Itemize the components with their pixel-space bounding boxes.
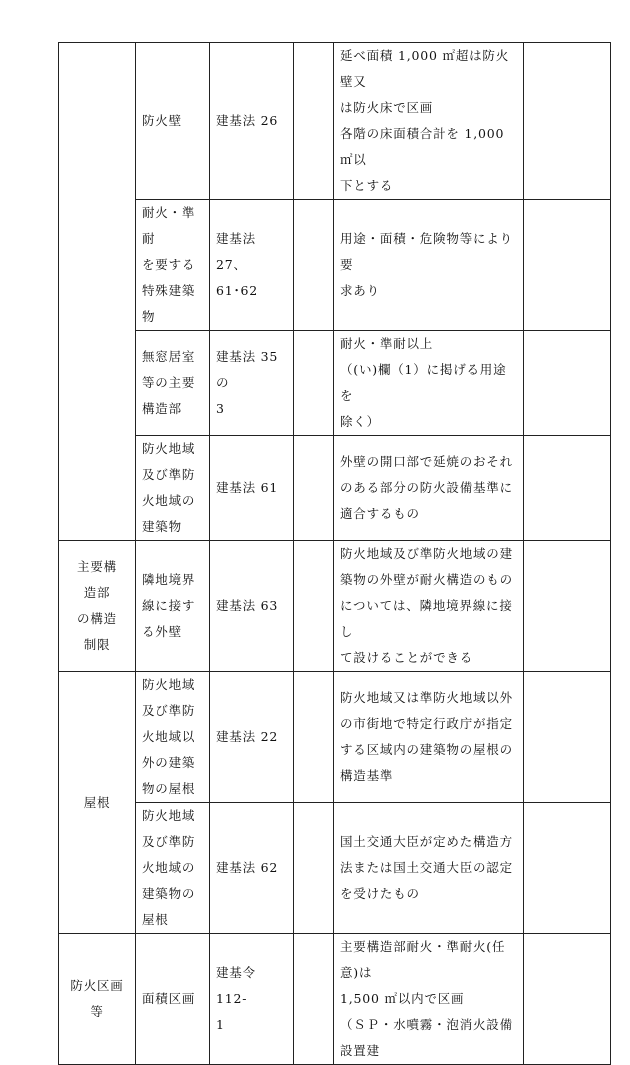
empty-cell: [294, 43, 334, 200]
note-cell: 用途・面積・危険物等により要 求あり: [334, 200, 524, 331]
empty-cell: [294, 331, 334, 436]
item-cell: 面積区画: [136, 934, 210, 1065]
remarks-cell: [524, 541, 611, 672]
note-cell: 主要構造部耐火・準耐火(任意)は 1,500 ㎡以内で区画 （ＳＰ・水噴霧・泡消火設備設置建: [334, 934, 524, 1065]
empty-cell: [294, 803, 334, 934]
table-row: [59, 43, 611, 200]
category-cell: 主要構 造部 の構造 制限: [59, 541, 136, 672]
category-cell: 防火区画 等: [59, 934, 136, 1065]
item-cell: 防火地域 及び準防 火地域の 建築物の 屋根: [136, 803, 210, 934]
empty-cell: [294, 436, 334, 541]
item-cell: 防火地域 及び準防 火地域の 建築物: [136, 436, 210, 541]
table-row: [59, 803, 611, 934]
note-cell: 防火地域及び準防火地域の建 築物の外壁が耐火構造のもの については、隣地境界線に接し て設けることができる: [334, 541, 524, 672]
law-cell: 建基法 27、 61･62: [210, 200, 294, 331]
table-row: [59, 331, 611, 436]
empty-cell: [294, 672, 334, 803]
note-cell: 防火地域又は準防火地域以外 の市街地で特定行政庁が指定 する区域内の建築物の屋根の 構造基準: [334, 672, 524, 803]
law-cell: 建基法 62: [210, 803, 294, 934]
category-cell-continued: [59, 43, 136, 541]
note-cell: 延べ面積 1,000 ㎡超は防火壁又 は防火床で区画 各階の床面積合計を 1,000 ㎡以 下とする: [334, 43, 524, 200]
note-cell: 耐火・準耐以上 （(い)欄（1）に掲げる用途を 除く）: [334, 331, 524, 436]
table-row: [59, 672, 611, 803]
table-row: [59, 541, 611, 672]
table-row: [59, 934, 611, 1065]
law-cell: 建基令 112- 1: [210, 934, 294, 1065]
remarks-cell: [524, 200, 611, 331]
note-cell: 国土交通大臣が定めた構造方 法または国土交通大臣の認定 を受けたもの: [334, 803, 524, 934]
empty-cell: [294, 541, 334, 672]
item-cell: 隣地境界 線に接す る外壁: [136, 541, 210, 672]
remarks-cell: [524, 672, 611, 803]
note-cell: 外壁の開口部で延焼のおそれ のある部分の防火設備基準に 適合するもの: [334, 436, 524, 541]
remarks-cell: [524, 43, 611, 200]
item-cell: 防火地域 及び準防 火地域以 外の建築 物の屋根: [136, 672, 210, 803]
remarks-cell: [524, 934, 611, 1065]
law-cell: 建基法 22: [210, 672, 294, 803]
remarks-cell: [524, 803, 611, 934]
table-row: [59, 200, 611, 331]
item-cell: 防火壁: [136, 43, 210, 200]
remarks-cell: [524, 331, 611, 436]
remarks-cell: [524, 436, 611, 541]
law-cell: 建基法 35 の 3: [210, 331, 294, 436]
empty-cell: [294, 934, 334, 1065]
law-cell: 建基法 26: [210, 43, 294, 200]
law-cell: 建基法 61: [210, 436, 294, 541]
category-cell: 屋根: [59, 672, 136, 934]
empty-cell: [294, 200, 334, 331]
law-cell: 建基法 63: [210, 541, 294, 672]
item-cell: 無窓居室 等の主要 構造部: [136, 331, 210, 436]
regulation-table: [58, 42, 611, 1065]
table-row: [59, 436, 611, 541]
item-cell: 耐火・準耐 を要する 特殊建築 物: [136, 200, 210, 331]
